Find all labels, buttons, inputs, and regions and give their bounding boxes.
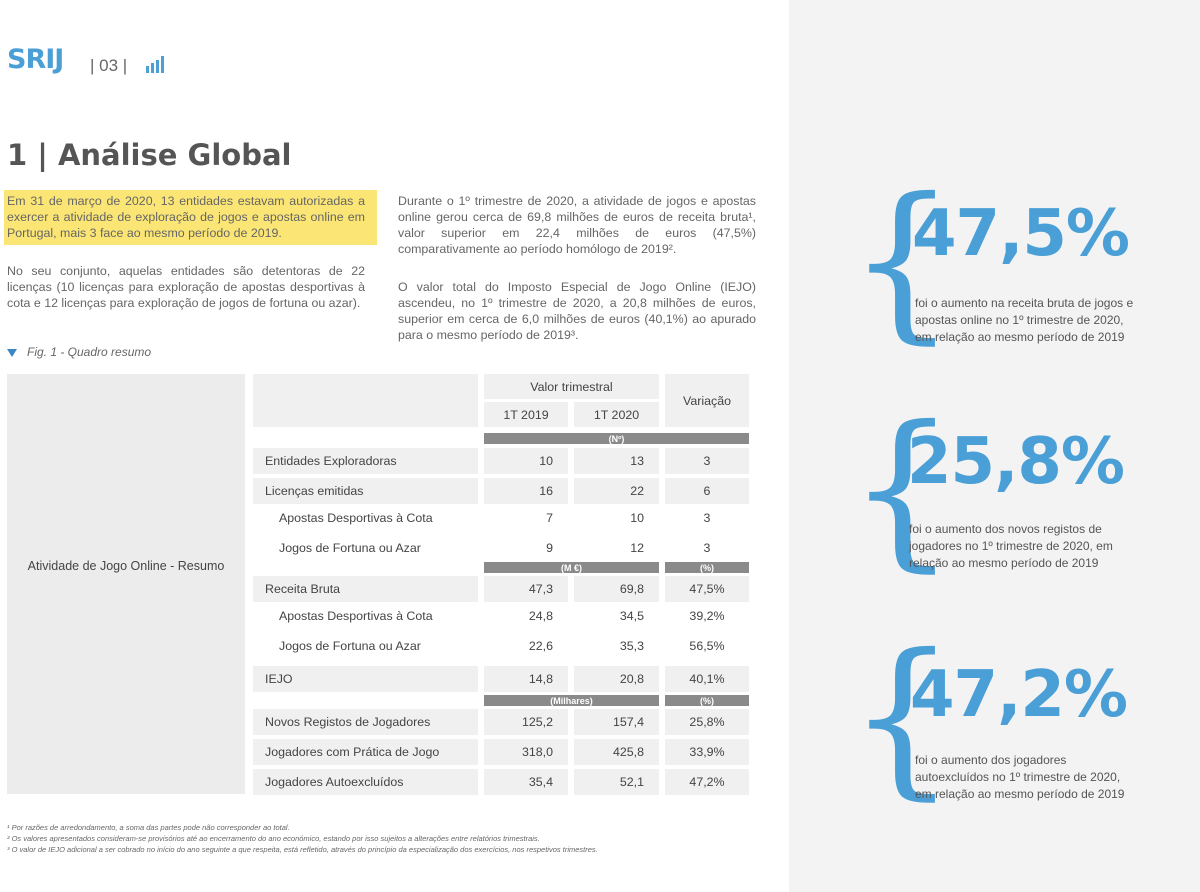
table-row-label: Entidades Exploradoras <box>253 448 478 474</box>
table-row-label: Apostas Desportivas à Cota <box>253 505 478 531</box>
highlight-text-3: foi o aumento dos jogadores autoexcluídos no 1º trimestre de 2020, em relação ao mesmo período de 2019 <box>915 753 1125 801</box>
table-row-label: IEJO <box>253 666 478 692</box>
table-cell-1t2020: 13 <box>574 448 659 474</box>
brace-decoration-3: { <box>848 618 957 816</box>
table-cell-variacao: 6 <box>665 478 749 504</box>
unit-bar-thousands: (Milhares) <box>484 695 659 706</box>
unit-bar-meur: (M €) <box>484 562 659 573</box>
table-cell-1t2020: 69,8 <box>574 576 659 602</box>
licences-paragraph: No seu conjunto, aquelas entidades são detentoras de 22 licenças (10 licenças para exploração de apostas desportivas à cota e 12 licenças para exploração de jogos de fortuna ou azar). <box>7 264 365 310</box>
table-cell-1t2020: 35,3 <box>574 633 659 659</box>
table-cell-variacao: 3 <box>665 448 749 474</box>
table-row-label: Novos Registos de Jogadores <box>253 709 478 735</box>
header-1t2019: 1T 2019 <box>484 402 568 427</box>
highlight-value-1: 47,5% <box>912 197 1130 271</box>
table-cell-1t2019: 125,2 <box>484 709 568 735</box>
table-cell-1t2019: 318,0 <box>484 739 568 765</box>
table-cell-1t2020: 12 <box>574 535 659 561</box>
highlight-text-2: foi o aumento dos novos registos de jogadores no 1º trimestre de 2020, em relação ao mesmo período de 2019 <box>909 522 1113 570</box>
table-cell-1t2019: 47,3 <box>484 576 568 602</box>
table-cell-1t2019: 22,6 <box>484 633 568 659</box>
table-cell-variacao: 3 <box>665 505 749 531</box>
highlight-value-3: 47,2% <box>910 658 1128 732</box>
highlight-text-1: foi o aumento na receita bruta de jogos e apostas online no 1º trimestre de 2020, em relação ao mesmo período de 2019 <box>915 296 1134 344</box>
unit-bar-pct: (%) <box>665 562 749 573</box>
footnote-3: ³ O valor de IEJO adicional a ser cobrado no início do ano seguinte a que respeita, está refletido, através do princípio da especialização dos exercícios, nos respetivos trimestres. <box>7 845 598 854</box>
footnote-1: ¹ Por razões de arredondamento, a soma das partes pode não corresponder ao total. <box>7 823 290 832</box>
table-row-label: Jogos de Fortuna ou Azar <box>253 535 478 561</box>
figure-caption <box>7 345 151 359</box>
figure-caption-text: Fig. 1 - Quadro resumo <box>27 345 152 359</box>
brace-decoration-1: { <box>848 162 957 360</box>
table-row-label: Licenças emitidas <box>253 478 478 504</box>
table-side-block <box>7 374 245 794</box>
header-1t2020: 1T 2020 <box>574 402 659 427</box>
unit-bar-pct-2: (%) <box>665 695 749 706</box>
table-row-label: Jogadores Autoexcluídos <box>253 769 478 795</box>
table-cell-variacao: 56,5% <box>665 633 749 659</box>
table-cell-1t2019: 14,8 <box>484 666 568 692</box>
table-cell-variacao: 47,5% <box>665 576 749 602</box>
table-cell-1t2020: 34,5 <box>574 603 659 629</box>
table-cell-variacao: 33,9% <box>665 739 749 765</box>
table-cell-variacao: 3 <box>665 535 749 561</box>
table-row-label: Receita Bruta <box>253 576 478 602</box>
table-cell-1t2020: 22 <box>574 478 659 504</box>
page-number: | 03 | <box>90 56 128 75</box>
revenue-paragraph: Durante o 1º trimestre de 2020, a atividade de jogos e apostas online gerou cerca de 69,8 milhões de euros de receita bruta¹, valor superior em 22,4 milhões de euros (47,5%) comparativamente ao período homólogo de 2019². <box>398 194 756 256</box>
srij-logo: SRIJ <box>7 44 64 75</box>
table-row-label: Apostas Desportivas à Cota <box>253 603 478 629</box>
brace-decoration-2: { <box>848 390 957 588</box>
table-cell-variacao: 39,2% <box>665 603 749 629</box>
table-cell-1t2020: 10 <box>574 505 659 531</box>
table-cell-1t2019: 24,8 <box>484 603 568 629</box>
bar-chart-icon <box>146 55 164 73</box>
table-cell-variacao: 40,1% <box>665 666 749 692</box>
table-cell-1t2019: 10 <box>484 448 568 474</box>
table-cell-1t2020: 52,1 <box>574 769 659 795</box>
table-row-label: Jogos de Fortuna ou Azar <box>253 633 478 659</box>
table-cell-1t2019: 16 <box>484 478 568 504</box>
footnote-2: ² Os valores apresentados consideram-se provisórios até ao encerramento do ano económico, estando por isso sujeitos a alterações entre relatórios trimestrais. <box>7 834 540 843</box>
table-cell-1t2019: 9 <box>484 535 568 561</box>
table-side-label: Atividade de Jogo Online - Resumo <box>27 559 225 573</box>
table-cell-1t2020: 425,8 <box>574 739 659 765</box>
table-cell-variacao: 47,2% <box>665 769 749 795</box>
triangle-down-icon <box>7 349 17 357</box>
intro-paragraph-highlighted: Em 31 de março de 2020, 13 entidades estavam autorizadas a exercer a atividade de exploração de jogos e apostas online em Portugal, mais 3 face ao mesmo período de 2019. <box>7 194 365 240</box>
table-row-label: Jogadores com Prática de Jogo <box>253 739 478 765</box>
table-cell-1t2019: 35,4 <box>484 769 568 795</box>
unit-bar-count: (Nº) <box>484 433 749 444</box>
iejo-paragraph: O valor total do Imposto Especial de Jogo Online (IEJO) ascendeu, no 1º trimestre de 2020, a 20,8 milhões de euros, superior em cerca de 6,0 milhões de euros (40,1%) ao apurado para o mesmo período de 2019³. <box>398 280 756 342</box>
table-cell-1t2020: 157,4 <box>574 709 659 735</box>
header-variacao: Variação <box>665 374 749 427</box>
header-valor-trimestral: Valor trimestral <box>484 374 659 399</box>
table-cell-1t2020: 20,8 <box>574 666 659 692</box>
table-cell-variacao: 25,8% <box>665 709 749 735</box>
highlight-value-2: 25,8% <box>907 425 1125 499</box>
section-title: 1 | Análise Global <box>7 138 292 172</box>
table-header-blank <box>253 374 478 427</box>
table-cell-1t2019: 7 <box>484 505 568 531</box>
